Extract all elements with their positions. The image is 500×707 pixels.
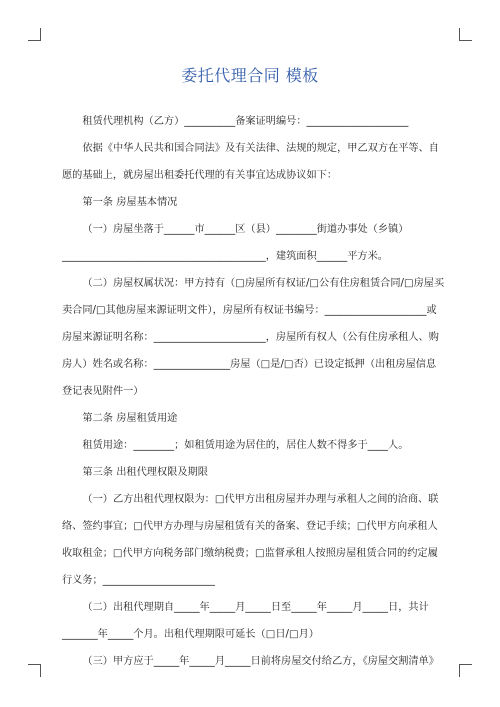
crop-mark-bottom-right [459,664,472,677]
document-body [62,108,446,675]
document-title: 委托代理合同 模板 [181,66,319,85]
crop-mark-bottom-left [28,664,41,677]
crop-mark-top-left [28,28,41,41]
article-1-heading: 第一条 房屋基本情况 [82,197,178,208]
article-1-item-1: （一）房屋坐落于______市______区（县）________街道办事处（乡镇）________________________________________，建筑面积______平方米。 [62,224,409,262]
article-2-body: 租赁用途：________；如租赁用途为居住的，居住人数不得多于____人。 [82,440,409,451]
article-3-item-2: （二）出租代理期自_____年_____月_____日至_____年_____月_____日，共计_______年_____个月。出租代理期限可延长（□日/□月） [62,602,429,640]
preamble: 依据《中华人民共和国合同法》及有关法律、法规的规定，甲乙双方在平等、自愿的基础上，就房屋出租委托代理的有关事宜达成协议如下： [62,143,439,181]
article-1-item-2: （二）房屋权属状况：甲方持有（□房屋所有权证/□公有住房租赁合同/□房屋买卖合同/□其他房屋来源证明文件），房屋所有权证书编号：____________________或房屋来源证明名称：______________________，房屋所有权人（公有住房承租人、购房人）姓名或名称：_______________房屋（□是/□否）已设定抵押（出租房屋信息登记表见附件一） [62,278,445,397]
article-3-heading: 第三条 出租代理权限及期限 [82,467,208,478]
article-2-heading: 第二条 房屋租赁用途 [82,413,178,424]
crop-mark-top-right [459,28,472,41]
article-3-item-3: （三）甲方应于_____年_____月_____日前将房屋交付给乙方，《房屋交割清单》 [82,656,439,667]
article-3-item-1: （一）乙方出租代理权限为：□代甲方出租房屋并办理与承租人之间的洽商、联络、签约事宜；□代甲方办理与房屋租赁有关的备案、登记手续；□代甲方向承租人收取租金；□代甲方向税务部门缴纳税费；□监督承租人按照房屋租赁合同的约定履行义务；______________________ [62,494,439,586]
agency-line: 租赁代理机构（乙方）__________备案证明编号：____________________ [82,116,409,127]
